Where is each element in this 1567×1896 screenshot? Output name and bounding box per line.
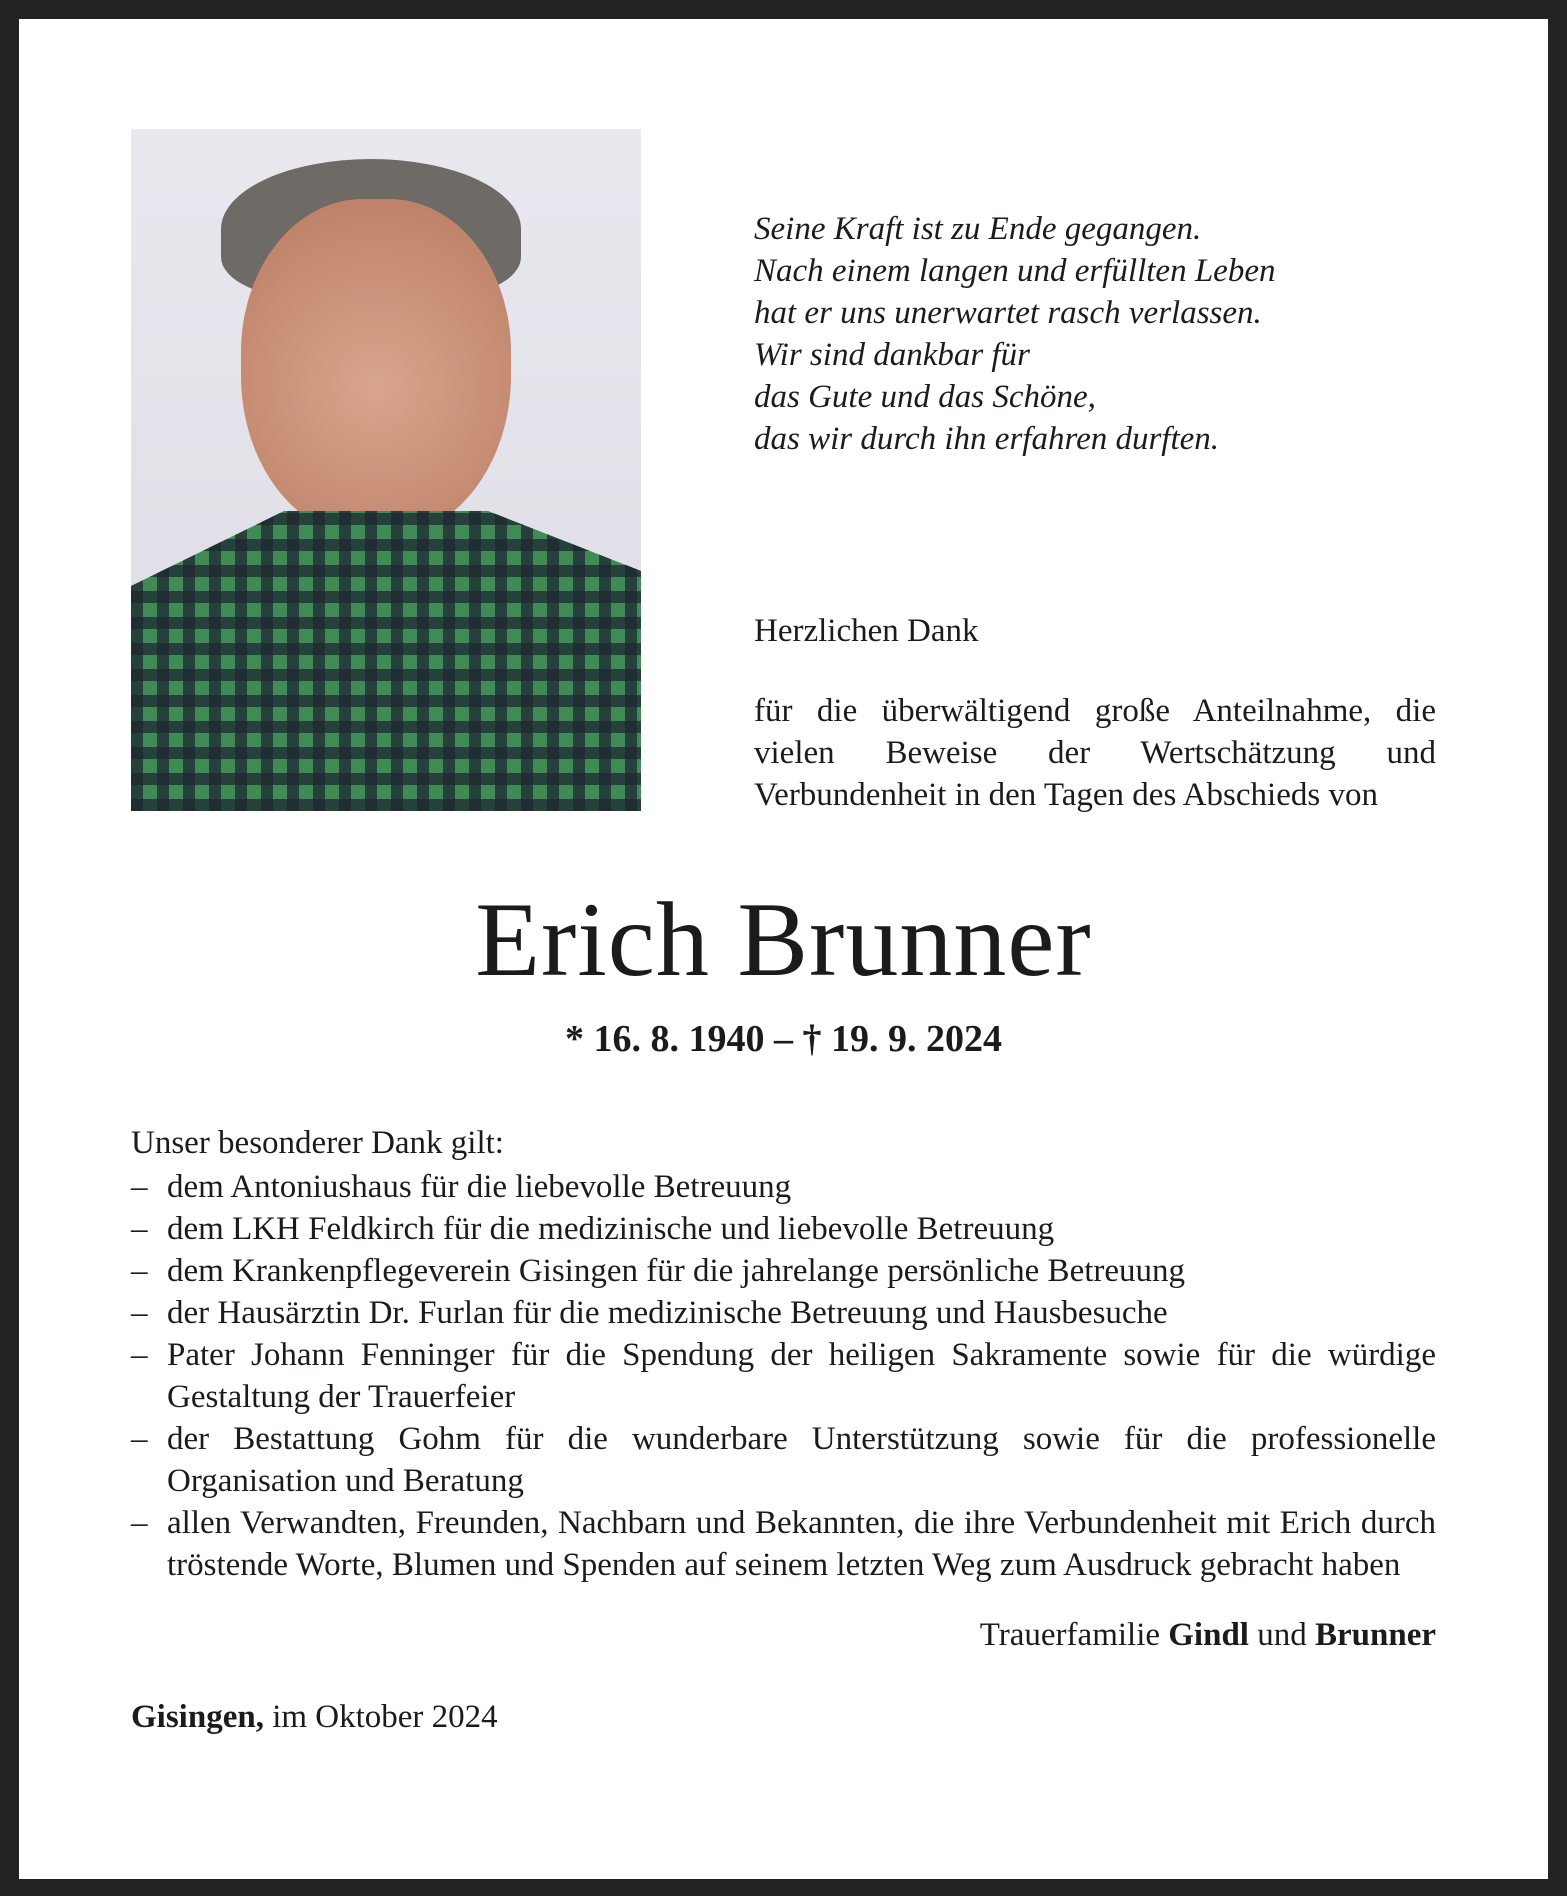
list-item: – Pater Johann Fenninger für die Spendung der heiligen Sakramente sowie für die würdige Gestaltung der Trauerfeier bbox=[131, 1334, 1436, 1418]
list-item: – der Hausärztin Dr. Furlan für die medizinische Betreuung und Hausbesuche bbox=[131, 1292, 1436, 1334]
signature bbox=[131, 1614, 1436, 1656]
acknowledgement-intro: Unser besonderer Dank gilt: bbox=[131, 1125, 504, 1161]
list-item: – allen Verwandten, Freunden, Nachbarn und Bekannten, die ihre Verbundenheit mit Erich durch tröstende Worte, Blumen und Spenden auf seinem letzten Weg zum Ausdruck gebracht haben bbox=[131, 1502, 1436, 1586]
bottom-section bbox=[131, 1122, 1436, 1738]
right-column bbox=[754, 208, 1436, 816]
photo-face bbox=[241, 199, 511, 539]
list-item: – der Bestattung Gohm für die wunderbare Unterstützung sowie für die professionelle Organisation und Beratung bbox=[131, 1418, 1436, 1502]
poem-line: hat er uns unerwartet rasch verlassen. bbox=[754, 295, 1262, 331]
deceased-name: Erich Brunner bbox=[475, 881, 1092, 998]
signature-and: und bbox=[1257, 1617, 1307, 1653]
signature-prefix: Trauerfamilie bbox=[979, 1617, 1161, 1653]
poem-line: Nach einem langen und erfüllten Leben bbox=[754, 253, 1276, 289]
place: Gisingen, bbox=[131, 1699, 264, 1735]
portrait-photo bbox=[131, 129, 641, 811]
list-item: – dem LKH Feldkirch für die medizinische und liebevolle Betreuung bbox=[131, 1208, 1436, 1250]
place-date bbox=[131, 1696, 1436, 1738]
poem-line: das wir durch ihn erfahren durften. bbox=[754, 421, 1220, 457]
list-item: – dem Krankenpflegeverein Gisingen für die jahrelange persönliche Betreuung bbox=[131, 1250, 1436, 1292]
poem-line: Wir sind dankbar für bbox=[754, 337, 1030, 373]
acknowledgement-list bbox=[131, 1166, 1436, 1586]
family-name-2: Brunner bbox=[1314, 1617, 1436, 1653]
poem bbox=[754, 208, 1436, 460]
poem-line: Seine Kraft ist zu Ende gegangen. bbox=[754, 211, 1202, 247]
date: im Oktober 2024 bbox=[272, 1699, 498, 1735]
list-item: – dem Antoniushaus für die liebevolle Betreuung bbox=[131, 1166, 1436, 1208]
family-name-1: Gindl bbox=[1168, 1617, 1249, 1653]
thanks-text: für die überwältigend große Anteilnahme, die vielen Beweise der Wertschätzung und Verbundenheit in den Tagen des Abschieds von bbox=[754, 693, 1436, 813]
life-dates: * 16. 8. 1940 – † 19. 9. 2024 bbox=[565, 1018, 1002, 1060]
thanks-heading: Herzlichen Dank bbox=[754, 613, 979, 649]
poem-line: das Gute und das Schöne, bbox=[754, 379, 1096, 415]
photo-shirt bbox=[131, 511, 641, 811]
